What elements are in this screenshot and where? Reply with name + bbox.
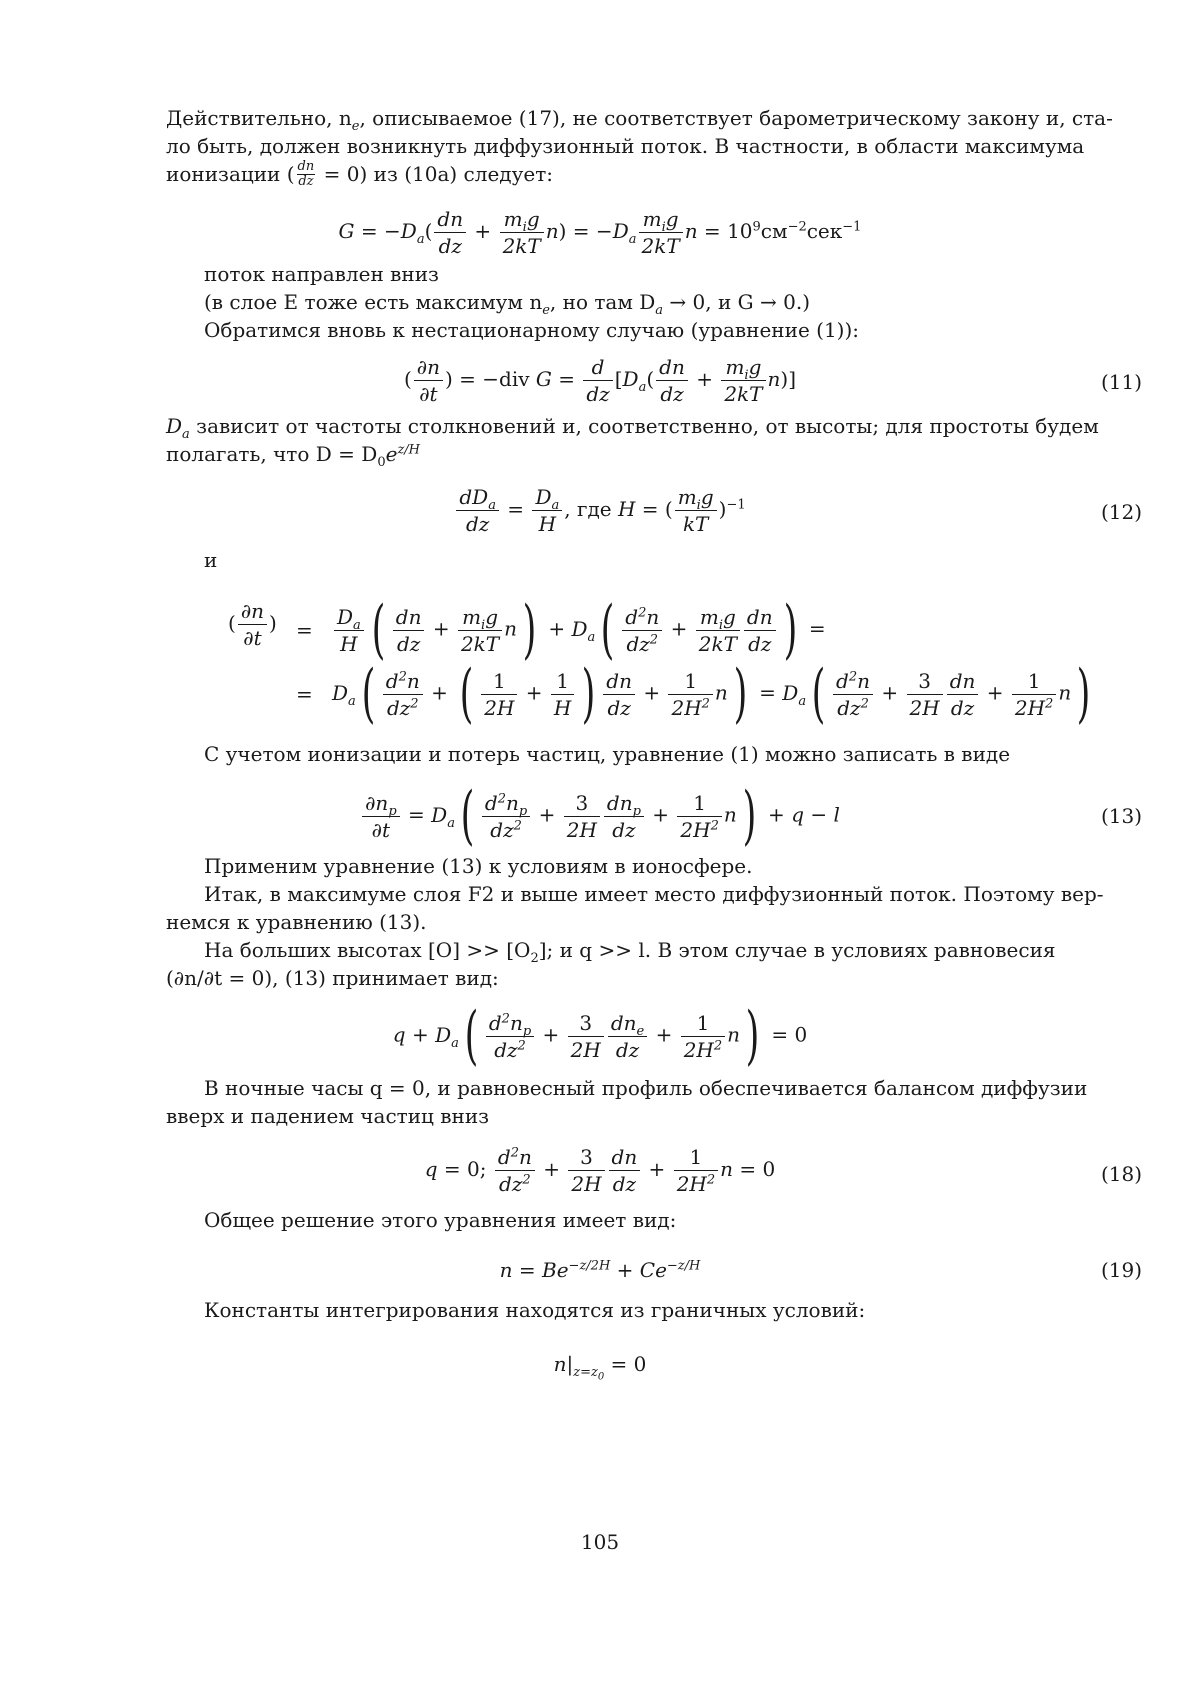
paragraph-line: (в слое E тоже есть максимум $n_e$, но там $D_a \to 0$, и G → 0.) [204, 290, 810, 318]
paragraph-line: и [204, 548, 218, 572]
equation-equilibrium: $q + D_a$( $\frac{d^2n_p}{dz^2}$ + $\frac{3}{2H}$ $dn_e$ dz + $\frac{1}{2H^2}$ n) = 0 [392, 999, 808, 1073]
paragraph-line: поток направлен вниз [204, 262, 439, 286]
equation-flux: $G = -D_a$( $\frac{dn}{dz}$ + $m_ig$ 2kT $n) = -D_a$ $m_ig$ 2kT $n = 10^9см^{-2}сек^{-1}$ [338, 207, 862, 258]
paragraph-line: полагать, что $D = D_0e^{z/H}$ [166, 442, 421, 470]
paragraph-line: вверх и падением частиц вниз [166, 1104, 490, 1128]
paragraph-line: На больших высотах $[O] >> [O_2]$; и q >> l. В этом случае в условиях равновесия [204, 938, 1056, 966]
paragraph-line: ионизации ( $\frac{dn}{dz}$ = 0) из (10a) следует: [166, 159, 554, 189]
equation-13: $\frac{\partial n_p}{\partial t}$ = $D_a$( $\frac{d^2n_p}{dz^2}$ + $\frac{3}{2H}$ $dn_p$ dz + $\frac{1}{2H^2}$ n) + q − l (13) [0, 784, 1200, 848]
equation-number: (11) [1100, 370, 1142, 394]
equation-number: (13) [1100, 804, 1142, 828]
paragraph-line: С учетом ионизации и потерь частиц, уравнение (1) можно записать в виде [204, 742, 1011, 766]
paragraph-line: Применим уравнение (13) к условиям в ионосфере. [204, 854, 753, 878]
paragraph-line: немся к уравнению (13). [166, 910, 427, 934]
equation-19: $n = Be^{-z/2H} + Ce^{-z/H}$ (19) [499, 1258, 1142, 1282]
paragraph-line: В ночные часы q = 0, и равновесный профиль обеспечивается балансом диффузии [204, 1076, 1088, 1100]
equation-derivation-line2: = $D_a$( $\frac{d^2n}{dz^2}$ + ( $\frac{1}{2H}$ + $\frac{1}{H}$ ) $\frac{dn}{dz}$ + $\frac{1}{2H^2}$ $n) = D_a$( $\frac{d^2n}{dz^2}$ + $\frac{3}{2H}$ $\frac{dn}{dz}$ + $\frac{1}{2H^2}$ n) [296, 657, 1091, 731]
equation-11: ( $\frac{\partial n}{\partial t}$ ) = −div G = $\frac{d}{dz}$ [$D_a$( $\frac{dn}{dz}$ + $m_ig$ 2kT n)] (11) [403, 355, 1142, 406]
paragraph-line: (∂n/∂t = 0), (13) принимает вид: [166, 966, 499, 990]
paragraph-line: ло быть, должен возникнуть диффузионный поток. В частности, в области максимума [166, 134, 1085, 158]
paragraph-line: Константы интегрирования находятся из граничных условий: [204, 1298, 866, 1322]
equation-number: (12) [1100, 500, 1142, 524]
equation-number: (18) [1100, 1162, 1142, 1186]
equation-boundary: $n|_{z=z_0} = 0$ [553, 1352, 647, 1383]
paragraph-line: Общее решение этого уравнения имеет вид: [204, 1208, 677, 1232]
equation-number: (19) [1100, 1258, 1142, 1282]
paragraph-line: $D_a$ зависит от частоты столкновений и, соответственно, от высоты; для простоты будем [166, 414, 1099, 442]
equation-18: q = 0; $\frac{d^2n}{dz^2}$ + $\frac{3}{2H}$ $\frac{dn}{dz}$ + $\frac{1}{2H^2}$ n = 0 (18) [424, 1145, 1142, 1196]
equation-12: $dD_a$ dz = $\frac{D_a}{H}$ , где H = ( $m_ig$ kT )$^{-1}$ (12) [0, 484, 1200, 544]
paragraph-line: Итак, в максимуме слоя F2 и выше имеет место диффузионный поток. Поэтому вер- [204, 882, 1104, 906]
paragraph-line: Обратимся вновь к нестационарному случаю (уравнение (1)): [204, 318, 860, 342]
equation-derivation-line1: ( $\frac{\partial n}{\partial t}$ ) = $\frac{D_a}{H}$ ( $\frac{dn}{dz}$ + $m_ig$ 2kT $n) + D_a$( $\frac{d^2n}{dz^2}$ + $m_ig$ 2kT $\frac{dn}{dz}$ ) = [228, 593, 826, 667]
page-number: 105 [580, 1530, 620, 1554]
paragraph-line: Действительно, $n_e$, описываемое (17), не соответствует барометрическому закону и, ста- [166, 106, 1113, 134]
